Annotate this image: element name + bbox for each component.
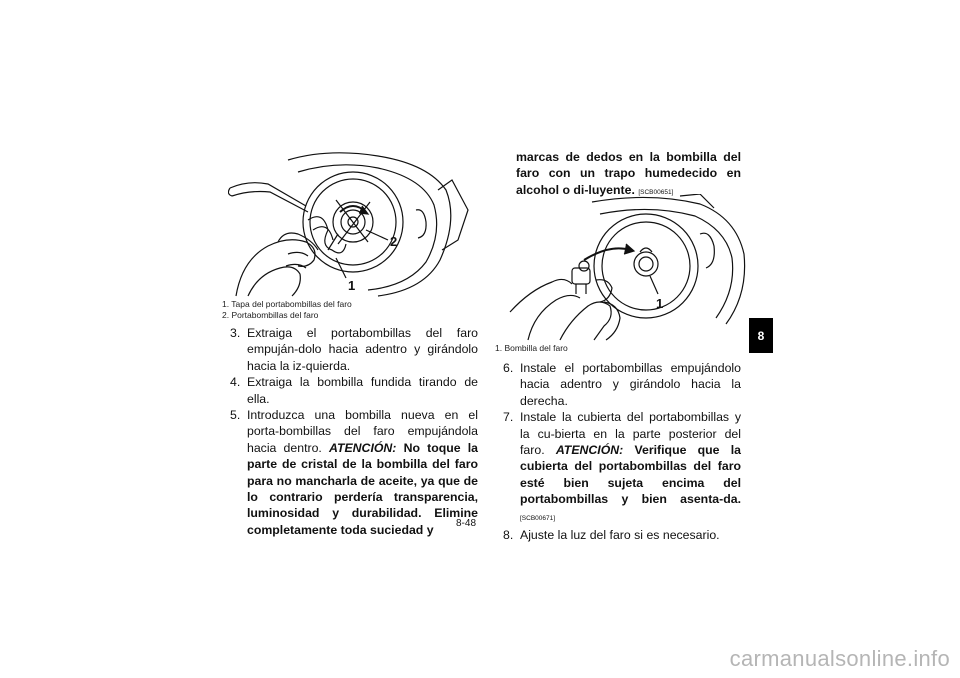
step-5 [230, 407, 478, 538]
step-number: 6. [503, 361, 514, 375]
step-text: Ajuste la luz del faro si es necesario. [520, 528, 720, 543]
callout-1: 1 [656, 296, 664, 311]
callout-1: 1 [348, 278, 356, 293]
watermark: carmanualsonline.info [729, 646, 950, 671]
step-text: Instale el portabombillas empujándolo hacia adentro y girándolo hacia la derecha. [520, 361, 741, 408]
step-number: 7. [503, 410, 514, 425]
step-number: 3. [230, 326, 241, 340]
left-steps [230, 325, 478, 538]
section-tab: 8 [749, 318, 773, 353]
step-7 [503, 409, 741, 527]
caption-item: 1. Tapa del portabombillas del faro [222, 299, 352, 309]
figure2-captions [495, 343, 568, 354]
step-4 [230, 374, 478, 407]
figure-headlight-bulb [500, 194, 748, 342]
warning-label: ATENCIÓN: [555, 443, 624, 458]
callout-2: 2 [390, 234, 398, 249]
step-number: 4. [230, 375, 241, 390]
reference-code: [SCB00671] [520, 514, 556, 522]
step-number: 8. [503, 528, 514, 543]
warning-text-continued: marcas de dedos en la bombilla del faro con un trapo humedecido en alcohol o di-luyente. [516, 150, 741, 197]
right-steps [503, 360, 741, 543]
step-6 [503, 360, 741, 409]
figure-headlight-bulb-holder-cover [228, 150, 476, 298]
caption-item: 1. Bombilla del faro [495, 343, 568, 353]
reference-code: [SCB00651] [638, 188, 674, 196]
figure1-captions [222, 299, 352, 321]
step-text: Extraiga el portabombillas del faro empuján-dolo hacia adentro y girándolo hacia la iz-quierda. [247, 326, 478, 373]
step-text: Extraiga la bombilla fundida tirando de ella. [247, 375, 478, 406]
caption-item: 2. Portabombillas del faro [222, 310, 319, 320]
page-number: 8-48 [456, 518, 477, 529]
step-3 [230, 325, 478, 374]
step-body [247, 407, 478, 538]
warning-label: ATENCIÓN: [329, 440, 397, 455]
step-text: Introduzca una bombilla nueva en el porta-bombillas del faro empujándola hacia dentro. [247, 408, 478, 455]
warning-text: Verifique que la cubierta del portabombillas del faro esté bien sujeta encima del portabombillas y bien asenta-da. [520, 443, 741, 507]
step-body [520, 409, 741, 527]
step-text: Instale la cubierta del portabombillas y la cu-bierta en la parte posterior del faro. [520, 410, 741, 458]
step-8 [503, 527, 741, 543]
warning-text: No toque la parte de cristal de la bombilla del faro para no mancharla de aceite, ya que de lo contrario perdería transparencia, luminosidad y durabilidad. Elimine completamente toda suciedad y [247, 440, 478, 537]
step-number: 5. [230, 408, 241, 423]
